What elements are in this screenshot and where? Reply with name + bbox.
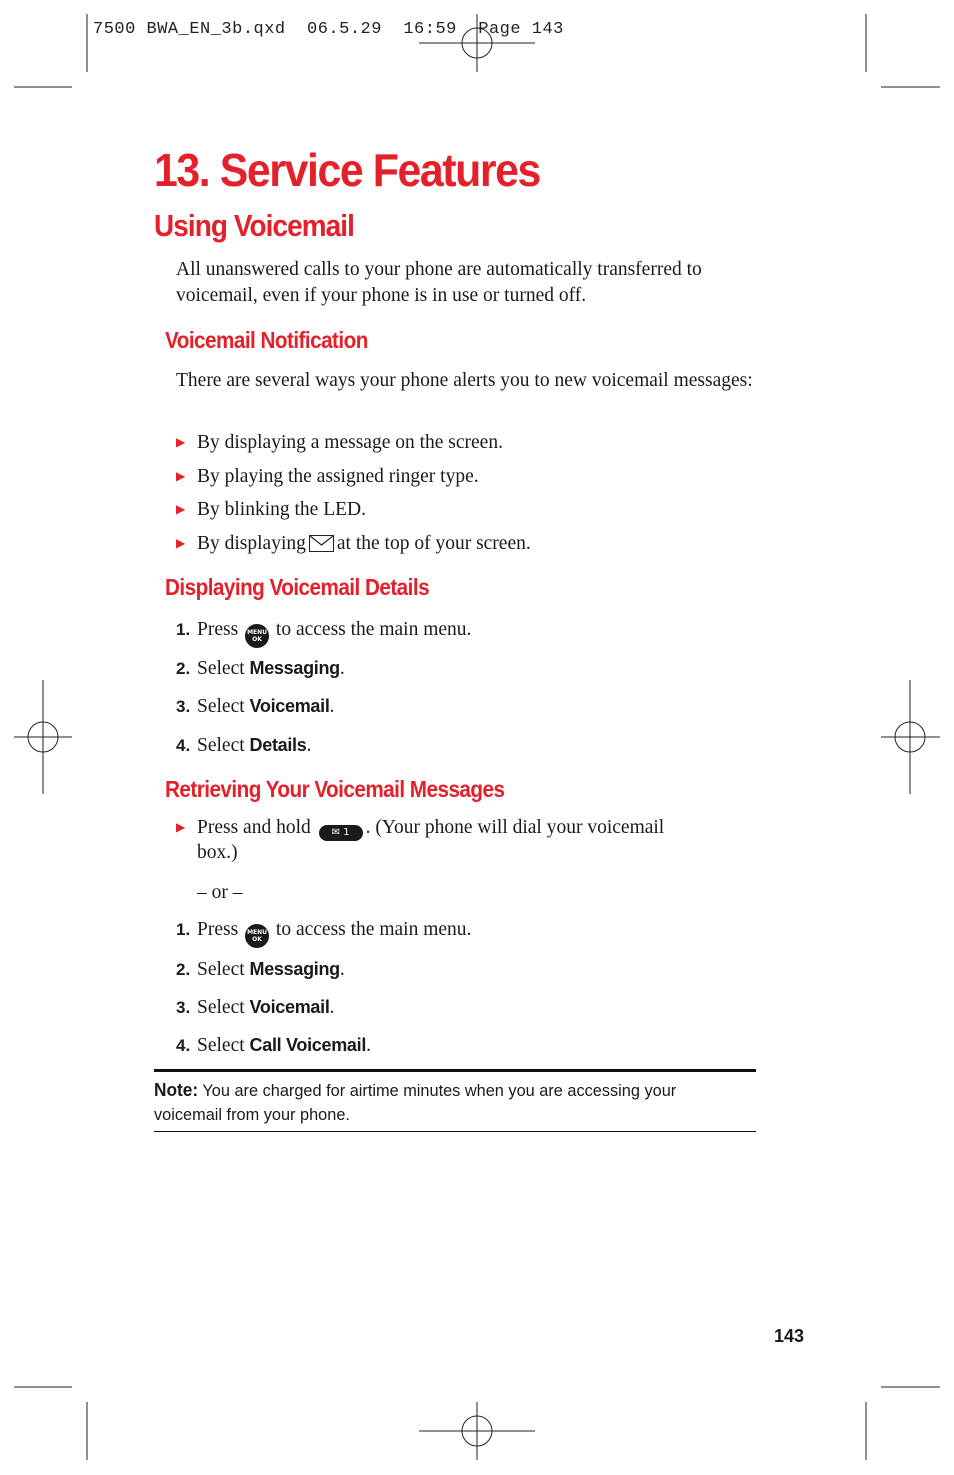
note-label: Note: — [154, 1080, 199, 1100]
file-slug: 7500 BWA_EN_3b.qxd 06.5.29 16:59 Page 143 — [93, 20, 564, 39]
or-separator: – or – — [197, 882, 243, 903]
note-box — [154, 1069, 756, 1132]
menu-ok-key-icon: MENU OK — [245, 624, 269, 648]
notification-intro: There are several ways your phone alerts you to new voicemail messages: — [176, 370, 753, 391]
bullet-item: ▶ By playing the assigned ringer type. — [176, 463, 479, 490]
step-item: 2. Select Messaging. — [176, 959, 345, 980]
step-item: 3. Select Voicemail. — [176, 696, 335, 717]
bullet-item: ▶ By displaying at the top of your screen. — [176, 530, 531, 557]
voicemail-key-icon: ✉ 1 — [319, 825, 363, 841]
retrieving-heading: Retrieving Your Voicemail Messages — [165, 776, 505, 802]
step-item: 1. Press MENU OK to access the main menu. — [176, 617, 471, 648]
chapter-title: 13. Service Features — [154, 144, 540, 196]
note-text: Note: You are charged for airtime minutes when you are accessing your voicemail from your phone. — [154, 1080, 677, 1124]
details-heading: Displaying Voicemail Details — [165, 574, 430, 600]
bullet-triangle-icon: ▶ — [176, 820, 186, 834]
step-item: 3. Select Voicemail. — [176, 997, 335, 1018]
bullet-item: ▶ By displaying a message on the screen. — [176, 429, 503, 456]
bullet-triangle-icon: ▶ — [176, 469, 186, 483]
section-title: Using Voicemail — [154, 208, 354, 243]
intro-paragraph: All unanswered calls to your phone are automatically transferred to voicemail, even if your phone is in use or turned off. — [176, 259, 702, 306]
envelope-icon — [309, 535, 334, 552]
step-item: 1. Press MENU OK to access the main menu. — [176, 917, 471, 948]
step-item: 2. Select Messaging. — [176, 658, 345, 679]
bullet-item: ▶ By blinking the LED. — [176, 496, 366, 523]
menu-ok-key-icon: MENU OK — [245, 924, 269, 948]
notification-heading: Voicemail Notification — [165, 327, 368, 353]
step-item: 4. Select Call Voicemail. — [176, 1035, 371, 1056]
step-item: 4. Select Details. — [176, 735, 312, 756]
bullet-triangle-icon: ▶ — [176, 435, 186, 449]
bullet-triangle-icon: ▶ — [176, 536, 186, 550]
bullet-continuation: box.) — [197, 842, 238, 863]
bullet-triangle-icon: ▶ — [176, 502, 186, 516]
page-number: 143 — [774, 1326, 805, 1346]
bullet-item: ▶ Press and hold ✉ 1 . (Your phone will dial your voicemail — [176, 814, 664, 841]
